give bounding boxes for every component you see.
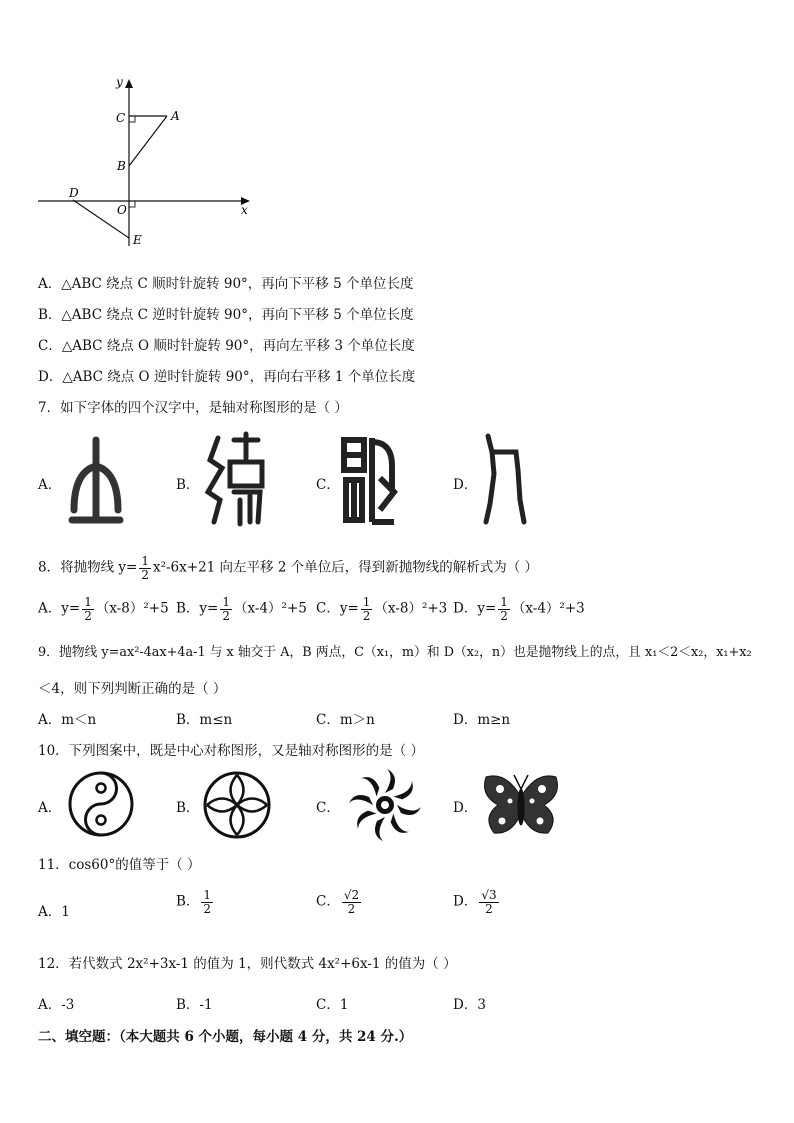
- q9-stem-line1: 9．抛物线 y=ax²-4ax+4a-1 与 x 轴交于 A，B 两点，C（x₁，m）和 D（x₂，n）也是抛物线上的点，且 x₁＜2＜x₂，x₁+x₂: [38, 645, 752, 660]
- fraction-denominator: 2: [84, 608, 92, 623]
- option-letter: C．: [316, 893, 340, 910]
- option-text: △ABC 绕点 C 逆时针旋转 90°，再向下平移 5 个单位长度: [61, 307, 414, 323]
- fraction-denominator: 2: [500, 608, 508, 623]
- option-letter: D．y=: [453, 600, 497, 617]
- seal-character-b-image: [200, 430, 270, 528]
- option-text: △ABC 绕点 O 顺时针旋转 90°，再向左平移 3 个单位长度: [61, 338, 415, 354]
- q11-option-c[interactable]: [316, 889, 363, 915]
- yin-yang-pattern-image: [64, 769, 138, 839]
- q8-option-c[interactable]: [316, 596, 447, 622]
- seal-character-c-image: [338, 430, 398, 528]
- q6-option-c[interactable]: [38, 334, 415, 354]
- option-text: （x-4）²+5: [234, 600, 307, 617]
- point-a-label: A: [171, 109, 180, 123]
- point-b-label: B: [117, 159, 126, 173]
- q9-stem-line2: ＜4，则下列判断正确的是（ ）: [38, 681, 227, 697]
- option-letter: B．: [176, 893, 200, 910]
- option-letter: C．: [38, 338, 62, 354]
- q6-option-d[interactable]: [38, 365, 415, 385]
- seal-character-d-image: [478, 430, 528, 528]
- q9-option-b[interactable]: B．m≤n: [176, 712, 233, 728]
- q8-stem-text-b: x²-6x+21 向左平移 2 个单位后，得到新抛物线的解析式为（ ）: [152, 559, 539, 576]
- fraction-denominator: 2: [347, 901, 356, 916]
- option-fraction: [201, 889, 213, 915]
- q10-option-d-letter[interactable]: D．: [453, 800, 478, 816]
- point-c-label: C: [116, 111, 126, 125]
- q7-option-a-letter[interactable]: A．: [38, 477, 62, 493]
- q6-option-a[interactable]: [38, 272, 413, 292]
- section-heading-fill-in: 二、填空题：（本大题共 6 个小题，每小题 4 分，共 24 分.）: [38, 1029, 413, 1045]
- option-letter: D．: [38, 369, 63, 385]
- q11-option-a[interactable]: A．1: [38, 904, 70, 920]
- option-fraction: [220, 596, 232, 622]
- q9-option-c[interactable]: C．m＞n: [316, 712, 375, 728]
- q11-option-d[interactable]: [453, 889, 501, 915]
- fraction-denominator: 2: [485, 901, 493, 916]
- fraction-numerator: 1: [141, 554, 149, 568]
- q10-option-c-letter[interactable]: C．: [316, 800, 340, 816]
- fraction-numerator: 1: [84, 595, 92, 609]
- x-axis-label: x: [241, 203, 248, 217]
- fraction-numerator: 1: [222, 595, 230, 609]
- q11-option-b[interactable]: [176, 889, 215, 915]
- q8-option-a[interactable]: [38, 596, 169, 622]
- fraction-numerator: 1: [203, 888, 212, 902]
- point-e-label: E: [133, 233, 142, 247]
- q8-stem: [38, 555, 538, 581]
- q7-stem: 7．如下字体的四个汉字中，是轴对称图形的是（ ）: [38, 400, 348, 416]
- pinwheel-flower-pattern-image: [342, 765, 428, 845]
- option-fraction: [498, 596, 510, 622]
- option-text: △ABC 绕点 C 顺时针旋转 90°，再向下平移 5 个单位长度: [61, 276, 414, 292]
- q9-option-a[interactable]: A．m＜n: [38, 712, 97, 728]
- q8-option-b[interactable]: [176, 596, 307, 622]
- option-text: （x-8）²+3: [374, 600, 448, 617]
- option-fraction: [479, 889, 498, 915]
- q7-option-d-letter[interactable]: D．: [453, 477, 478, 493]
- option-text: （x-8）²+5: [95, 600, 169, 617]
- option-letter: C．y=: [316, 600, 359, 617]
- fraction-denominator: 2: [222, 608, 230, 623]
- option-letter: D．: [453, 893, 478, 910]
- q7-option-b-letter[interactable]: B．: [176, 477, 200, 493]
- y-axis-label: y: [116, 75, 123, 89]
- seal-character-a-image: [66, 432, 126, 528]
- option-fraction: [361, 596, 373, 622]
- q12-option-a[interactable]: A．-3: [38, 997, 75, 1013]
- fraction-numerator: 1: [500, 595, 508, 609]
- option-text: △ABC 绕点 O 逆时针旋转 90°，再向右平移 1 个单位长度: [62, 369, 416, 385]
- q9-option-d[interactable]: D．m≥n: [453, 712, 511, 728]
- option-letter: B．y=: [176, 600, 219, 617]
- option-letter: A．: [38, 276, 62, 292]
- option-fraction: [342, 889, 361, 915]
- point-o-label: O: [117, 203, 127, 217]
- fraction-numerator: √2: [343, 888, 360, 902]
- option-text: （x-4）²+3: [511, 600, 585, 617]
- q11-stem: 11．cos60°的值等于（ ）: [38, 857, 201, 873]
- q12-option-b[interactable]: B．-1: [176, 997, 213, 1013]
- fraction-denominator: 2: [203, 901, 212, 916]
- q10-option-b-letter[interactable]: B．: [176, 800, 200, 816]
- point-d-label: D: [69, 186, 79, 200]
- q8-stem-text-a: 8．将抛物线 y=: [38, 559, 138, 576]
- q10-stem: 10．下列图案中，既是中心对称图形，又是轴对称图形的是（ ）: [38, 743, 424, 759]
- fraction-denominator: 2: [362, 608, 371, 623]
- q6-option-b[interactable]: [38, 303, 414, 323]
- coordinate-figure: [36, 74, 256, 254]
- fraction-denominator: 2: [141, 567, 149, 582]
- fraction-numerator: √3: [481, 888, 497, 902]
- four-petal-circle-pattern-image: [200, 769, 274, 841]
- q12-option-d[interactable]: D．3: [453, 997, 486, 1013]
- option-letter: A．y=: [38, 600, 81, 617]
- q8-fraction: [139, 555, 151, 581]
- option-letter: B．: [38, 307, 62, 323]
- butterfly-pattern-image: [478, 767, 564, 841]
- fraction-numerator: 1: [362, 595, 371, 609]
- q8-option-d[interactable]: [453, 596, 585, 622]
- q10-option-a-letter[interactable]: A．: [38, 800, 62, 816]
- option-fraction: [82, 596, 94, 622]
- q12-stem: 12．若代数式 2x²+3x-1 的值为 1，则代数式 4x²+6x-1 的值为（ ）: [38, 956, 457, 972]
- q12-option-c[interactable]: C．1: [316, 997, 349, 1013]
- q7-option-c-letter[interactable]: C．: [316, 477, 340, 493]
